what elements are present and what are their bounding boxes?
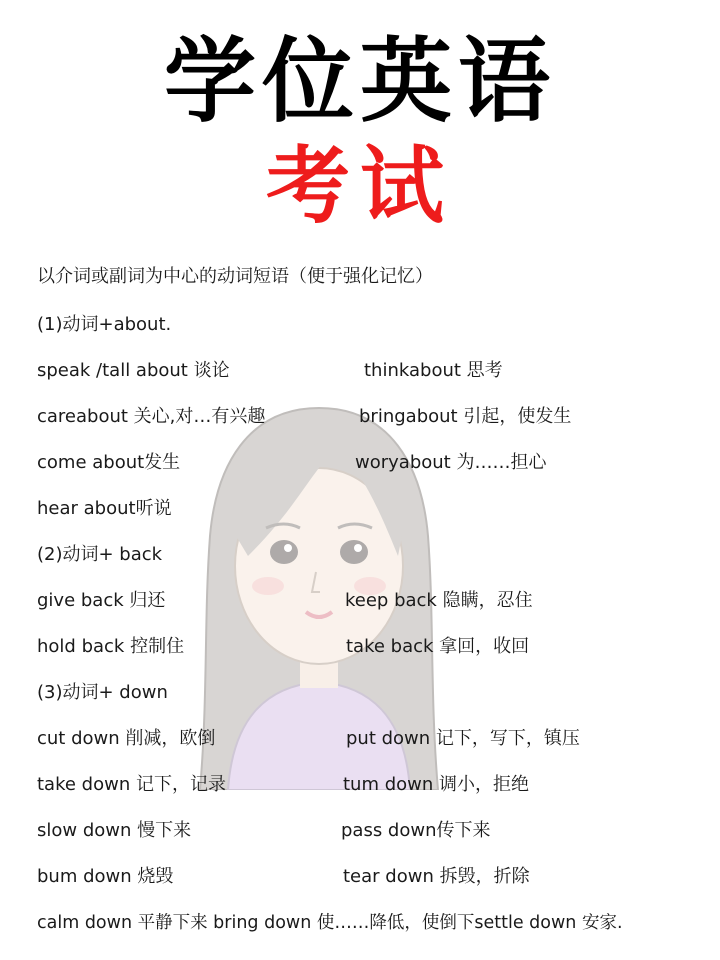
phrase-line-last: calm down 平静下来 bring down 使……降低，使倒下settle down 安家.: [37, 913, 623, 933]
phrase-item: cut down 削减，欧倒: [37, 728, 216, 749]
phrase-item: take back 拿回，收回: [346, 636, 530, 657]
section-heading-back: (2)动词+ back: [37, 544, 163, 565]
phrase-item: hear about听说: [37, 498, 172, 519]
phrase-item: bum down 烧毁: [37, 866, 174, 887]
page-subtitle: 考试: [265, 137, 454, 235]
page-title: 学位英语: [163, 28, 556, 135]
phrase-item: bringabout 引起，使发生: [359, 406, 572, 427]
phrase-item: take down 记下，记录: [37, 774, 226, 795]
phrase-item: hold back 控制住: [37, 636, 185, 657]
intro-text: 以介词或副词为中心的动词短语（便于强化记忆）: [37, 266, 433, 287]
phrase-item: come about发生: [37, 452, 181, 473]
phrase-item: slow down 慢下来: [37, 820, 192, 841]
phrase-item: give back 归还: [37, 590, 166, 611]
phrase-item: woryabout 为……担心: [355, 452, 547, 473]
phrase-item: tum down 调小，拒绝: [343, 774, 530, 795]
phrase-item: keep back 隐瞒，忍住: [345, 590, 533, 611]
phrase-item: speak /tall about 谈论: [37, 360, 230, 381]
phrase-item: tear down 拆毁，折除: [343, 866, 530, 887]
phrase-item: careabout 关心,对…有兴趣: [37, 406, 266, 427]
phrase-item: put down 记下，写下，镇压: [346, 728, 580, 749]
phrase-item: thinkabout 思考: [364, 360, 503, 381]
phrase-item: pass down传下来: [341, 820, 491, 841]
section-heading-about: (1)动词+about.: [37, 314, 172, 335]
section-heading-down: (3)动词+ down: [37, 682, 168, 703]
